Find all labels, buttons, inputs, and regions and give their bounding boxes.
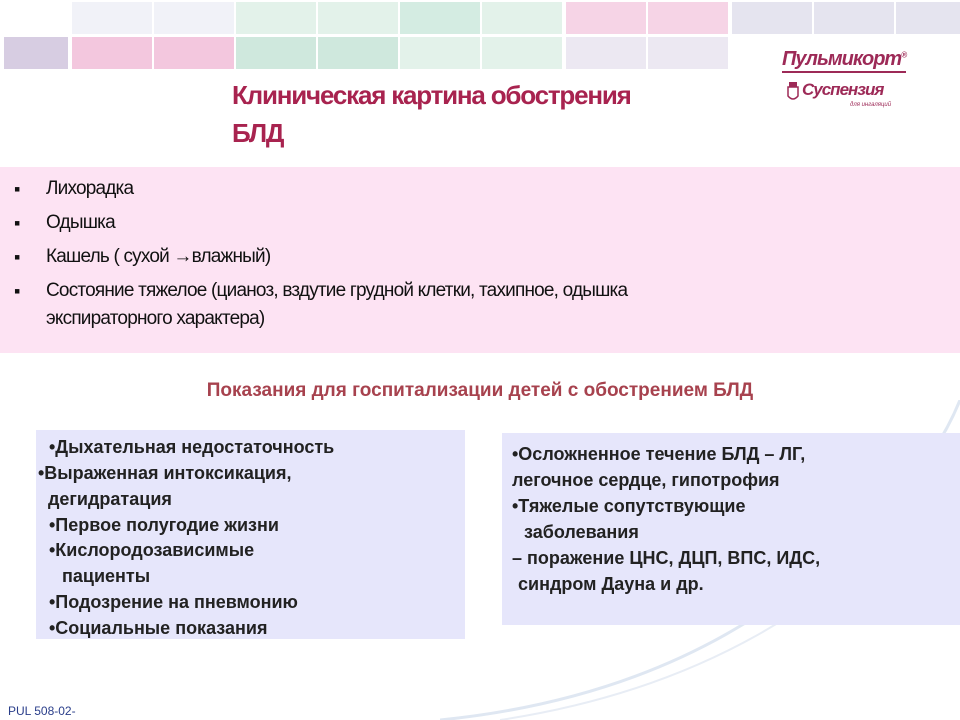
bullet-icon: ▪ (14, 179, 20, 199)
hospitalization-criteria-right (502, 433, 960, 625)
list-item-continuation: пациенты (62, 566, 151, 586)
bullet-icon: ▪ (14, 281, 20, 301)
list-item: •Первое полугодие жизни (49, 515, 279, 535)
list-item: – поражение ЦНС, ДЦП, ВПС, ИДС, (512, 548, 821, 568)
hospitalization-criteria-left (36, 430, 465, 639)
list-item: •Осложненное течение БЛД – ЛГ, (512, 444, 806, 464)
list-item: •Подозрение на пневмонию (49, 592, 298, 612)
list-item: ▪ Кашель ( сухой →влажный) (14, 243, 944, 271)
list-item-continuation: дегидратация (48, 489, 172, 509)
slide-code: PUL 508-02- (8, 704, 76, 718)
page-title-line-2: БЛД (232, 118, 284, 148)
page-title-line-1: Клиническая картина обострения (232, 80, 631, 110)
hospitalization-heading: Показания для госпитализации детей с обострением БЛД (206, 380, 754, 401)
symptoms-panel (0, 167, 960, 353)
bullet-icon: ▪ (14, 213, 20, 233)
pulmicort-logo (780, 46, 907, 122)
list-item-continuation: легочное сердце, гипотрофия (512, 470, 780, 490)
list-item: •Выраженная интоксикация, (38, 463, 292, 483)
nebulizer-vial-icon (786, 82, 800, 102)
list-item: •Социальные показания (49, 618, 268, 638)
list-item: ▪ Лихорадка (14, 175, 944, 203)
bullet-icon: ▪ (14, 247, 20, 267)
list-item: •Дыхательная недостаточность (49, 437, 335, 457)
list-item: ▪ Состояние тяжелое (цианоз, вздутие грудной клетки, тахипное, одышка экспираторного характера) (14, 277, 944, 333)
logo-suspension-label: Суспензия (802, 80, 884, 99)
list-item: •Кислородозависимые (49, 540, 255, 560)
list-item-continuation: синдром Дауна и др. (518, 574, 704, 594)
list-item-continuation: заболевания (524, 522, 639, 542)
list-item: ▪ Одышка (14, 209, 944, 237)
logo-subtitle: для ингаляций (850, 102, 892, 108)
list-item: •Тяжелые сопутствующие (512, 496, 746, 516)
symptoms-list (14, 175, 944, 339)
logo-brand-name: Пульмикорт® (782, 48, 906, 73)
page-title (232, 76, 752, 152)
